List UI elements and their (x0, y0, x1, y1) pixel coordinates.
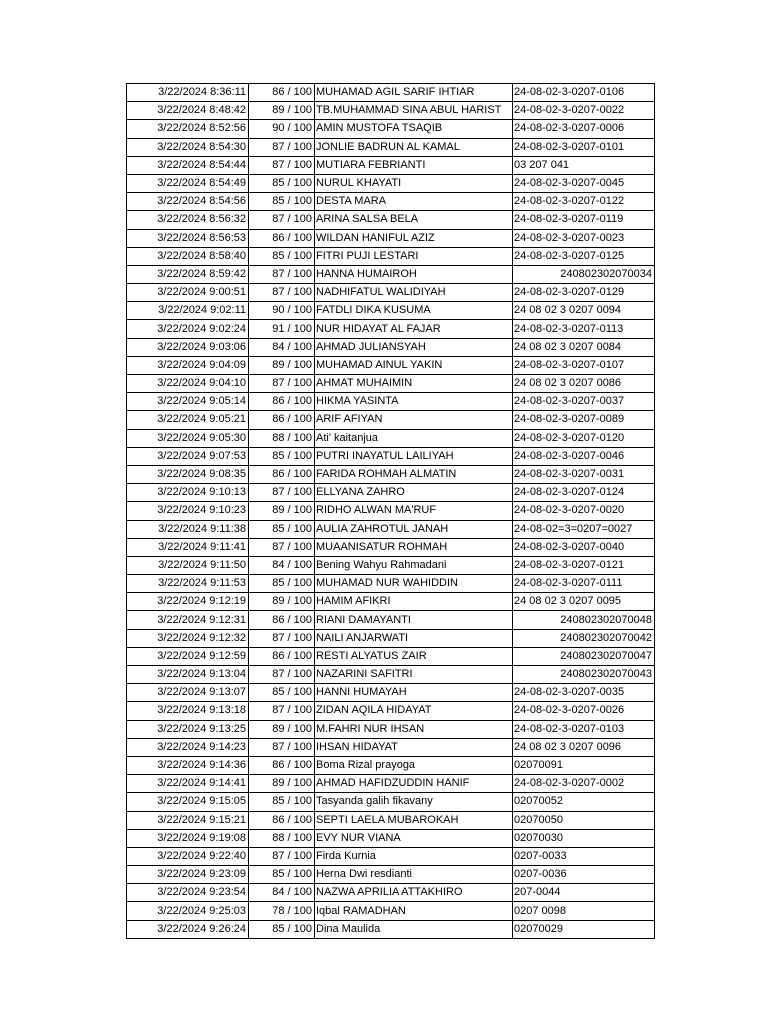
table-row (127, 393, 655, 411)
timestamp-cell: 3/22/2024 9:13:18 (127, 702, 249, 720)
name-cell: RIDHO ALWAN MA'RUF (315, 502, 513, 520)
table-row (127, 320, 655, 338)
name-cell: Ati' kaitanjua (315, 429, 513, 447)
timestamp-cell: 3/22/2024 8:56:32 (127, 211, 249, 229)
name-cell: HIKMA YASINTA (315, 393, 513, 411)
id-cell: 24-08-02-3-0207-0125 (513, 247, 655, 265)
table-row (127, 775, 655, 793)
id-cell: 24-08-02-3-0207-0129 (513, 284, 655, 302)
id-cell: 0207 0098 (513, 902, 655, 920)
score-cell: 85 / 100 (249, 247, 315, 265)
table-row (127, 338, 655, 356)
timestamp-cell: 3/22/2024 9:13:04 (127, 666, 249, 684)
score-cell: 89 / 100 (249, 720, 315, 738)
table-row (127, 811, 655, 829)
name-cell: AULIA ZAHROTUL JANAH (315, 520, 513, 538)
score-cell: 86 / 100 (249, 411, 315, 429)
name-cell: RIANI DAMAYANTI (315, 611, 513, 629)
table-row (127, 902, 655, 920)
id-cell: 240802302070034 (513, 265, 655, 283)
name-cell: JONLIE BADRUN AL KAMAL (315, 138, 513, 156)
name-cell: SEPTI LAELA MUBAROKAH (315, 811, 513, 829)
table-row (127, 647, 655, 665)
table-row (127, 429, 655, 447)
timestamp-cell: 3/22/2024 8:56:53 (127, 229, 249, 247)
name-cell: NADHIFATUL WALIDIYAH (315, 284, 513, 302)
timestamp-cell: 3/22/2024 9:08:35 (127, 465, 249, 483)
score-cell: 85 / 100 (249, 866, 315, 884)
table-row (127, 375, 655, 393)
id-cell: 24-08-02-3-0207-0035 (513, 684, 655, 702)
name-cell: Boma Rizal prayoga (315, 756, 513, 774)
score-cell: 87 / 100 (249, 484, 315, 502)
timestamp-cell: 3/22/2024 9:05:14 (127, 393, 249, 411)
score-cell: 86 / 100 (249, 611, 315, 629)
table-row (127, 920, 655, 938)
timestamp-cell: 3/22/2024 9:25:03 (127, 902, 249, 920)
timestamp-cell: 3/22/2024 9:11:41 (127, 538, 249, 556)
id-cell: 24-08-02-3-0207-0113 (513, 320, 655, 338)
id-cell: 24-08-02-3-0207-0103 (513, 720, 655, 738)
timestamp-cell: 3/22/2024 9:23:54 (127, 884, 249, 902)
table-row (127, 193, 655, 211)
score-cell: 85 / 100 (249, 520, 315, 538)
score-cell: 85 / 100 (249, 447, 315, 465)
score-cell: 86 / 100 (249, 229, 315, 247)
table-row (127, 174, 655, 192)
table-row (127, 156, 655, 174)
score-cell: 87 / 100 (249, 629, 315, 647)
score-cell: 86 / 100 (249, 647, 315, 665)
timestamp-cell: 3/22/2024 9:14:23 (127, 738, 249, 756)
score-cell: 87 / 100 (249, 847, 315, 865)
table-row (127, 465, 655, 483)
results-table-body (127, 84, 655, 939)
table-row (127, 84, 655, 102)
id-cell: 207-0044 (513, 884, 655, 902)
id-cell: 240802302070043 (513, 666, 655, 684)
score-cell: 87 / 100 (249, 666, 315, 684)
score-cell: 85 / 100 (249, 920, 315, 938)
timestamp-cell: 3/22/2024 9:23:09 (127, 866, 249, 884)
id-cell: 24-08-02-3-0207-0046 (513, 447, 655, 465)
score-cell: 87 / 100 (249, 138, 315, 156)
id-cell: 02070030 (513, 829, 655, 847)
timestamp-cell: 3/22/2024 9:02:11 (127, 302, 249, 320)
name-cell: Tasyanda galih fikavany (315, 793, 513, 811)
id-cell: 24-08-02-3-0207-0023 (513, 229, 655, 247)
timestamp-cell: 3/22/2024 9:12:32 (127, 629, 249, 647)
timestamp-cell: 3/22/2024 9:05:30 (127, 429, 249, 447)
id-cell: 24-08-02-3-0207-0107 (513, 356, 655, 374)
timestamp-cell: 3/22/2024 8:54:56 (127, 193, 249, 211)
table-row (127, 265, 655, 283)
timestamp-cell: 3/22/2024 9:10:23 (127, 502, 249, 520)
timestamp-cell: 3/22/2024 9:11:53 (127, 575, 249, 593)
timestamp-cell: 3/22/2024 8:54:30 (127, 138, 249, 156)
score-cell: 87 / 100 (249, 738, 315, 756)
timestamp-cell: 3/22/2024 9:12:19 (127, 593, 249, 611)
id-cell: 24-08-02-3-0207-0026 (513, 702, 655, 720)
score-cell: 78 / 100 (249, 902, 315, 920)
timestamp-cell: 3/22/2024 9:07:53 (127, 447, 249, 465)
timestamp-cell: 3/22/2024 9:11:50 (127, 556, 249, 574)
id-cell: 24-08-02-3-0207-0031 (513, 465, 655, 483)
table-row (127, 629, 655, 647)
timestamp-cell: 3/22/2024 9:04:10 (127, 375, 249, 393)
score-cell: 86 / 100 (249, 84, 315, 102)
name-cell: ARIF AFIYAN (315, 411, 513, 429)
timestamp-cell: 3/22/2024 9:26:24 (127, 920, 249, 938)
score-cell: 84 / 100 (249, 556, 315, 574)
table-row (127, 866, 655, 884)
table-row (127, 538, 655, 556)
timestamp-cell: 3/22/2024 9:10:13 (127, 484, 249, 502)
id-cell: 24-08-02-3-0207-0119 (513, 211, 655, 229)
id-cell: 24-08-02-3-0207-0124 (513, 484, 655, 502)
name-cell: FITRI PUJI LESTARI (315, 247, 513, 265)
timestamp-cell: 3/22/2024 9:12:31 (127, 611, 249, 629)
name-cell: M.FAHRI NUR IHSAN (315, 720, 513, 738)
timestamp-cell: 3/22/2024 9:15:21 (127, 811, 249, 829)
name-cell: IHSAN HIDAYAT (315, 738, 513, 756)
score-cell: 90 / 100 (249, 302, 315, 320)
score-cell: 91 / 100 (249, 320, 315, 338)
name-cell: PUTRI INAYATUL LAILIYAH (315, 447, 513, 465)
timestamp-cell: 3/22/2024 9:00:51 (127, 284, 249, 302)
name-cell: MUHAMAD AINUL YAKIN (315, 356, 513, 374)
name-cell: HANNI HUMAYAH (315, 684, 513, 702)
table-row (127, 356, 655, 374)
name-cell: RESTI ALYATUS ZAIR (315, 647, 513, 665)
timestamp-cell: 3/22/2024 8:54:44 (127, 156, 249, 174)
id-cell: 02070052 (513, 793, 655, 811)
table-row (127, 738, 655, 756)
score-cell: 89 / 100 (249, 102, 315, 120)
timestamp-cell: 3/22/2024 9:02:24 (127, 320, 249, 338)
table-row (127, 556, 655, 574)
id-cell: 24-08-02-3-0207-0120 (513, 429, 655, 447)
name-cell: MUAANISATUR ROHMAH (315, 538, 513, 556)
id-cell: 0207-0033 (513, 847, 655, 865)
name-cell: Iqbal RAMADHAN (315, 902, 513, 920)
timestamp-cell: 3/22/2024 9:05:21 (127, 411, 249, 429)
id-cell: 24-08-02-3-0207-0121 (513, 556, 655, 574)
name-cell: NAZWA APRILIA ATTAKHIRO (315, 884, 513, 902)
timestamp-cell: 3/22/2024 9:14:41 (127, 775, 249, 793)
id-cell: 02070029 (513, 920, 655, 938)
id-cell: 02070050 (513, 811, 655, 829)
id-cell: 02070091 (513, 756, 655, 774)
id-cell: 03 207 041 (513, 156, 655, 174)
id-cell: 24 08 02 3 0207 0094 (513, 302, 655, 320)
name-cell: AMIN MUSTOFA TSAQIB (315, 120, 513, 138)
id-cell: 24-08-02-3-0207-0101 (513, 138, 655, 156)
timestamp-cell: 3/22/2024 8:54:49 (127, 174, 249, 192)
results-table (126, 83, 655, 939)
table-row (127, 884, 655, 902)
id-cell: 24-08-02-3-0207-0089 (513, 411, 655, 429)
score-cell: 90 / 100 (249, 120, 315, 138)
score-cell: 88 / 100 (249, 829, 315, 847)
name-cell: NUR HIDAYAT AL FAJAR (315, 320, 513, 338)
score-cell: 85 / 100 (249, 684, 315, 702)
name-cell: TB.MUHAMMAD SINA ABUL HARIST (315, 102, 513, 120)
score-cell: 89 / 100 (249, 593, 315, 611)
id-cell: 24-08-02-3-0207-0022 (513, 102, 655, 120)
score-cell: 87 / 100 (249, 265, 315, 283)
table-row (127, 611, 655, 629)
name-cell: AHMAT MUHAIMIN (315, 375, 513, 393)
id-cell: 24-08-02-3-0207-0122 (513, 193, 655, 211)
score-cell: 86 / 100 (249, 465, 315, 483)
name-cell: HANNA HUMAIROH (315, 265, 513, 283)
table-row (127, 502, 655, 520)
id-cell: 24-08-02-3-0207-0006 (513, 120, 655, 138)
score-cell: 87 / 100 (249, 538, 315, 556)
id-cell: 240802302070048 (513, 611, 655, 629)
score-cell: 84 / 100 (249, 884, 315, 902)
table-row (127, 720, 655, 738)
score-cell: 87 / 100 (249, 702, 315, 720)
table-row (127, 756, 655, 774)
timestamp-cell: 3/22/2024 9:04:09 (127, 356, 249, 374)
table-row (127, 229, 655, 247)
id-cell: 24-08-02-3-0207-0111 (513, 575, 655, 593)
name-cell: NAILI ANJARWATI (315, 629, 513, 647)
timestamp-cell: 3/22/2024 9:19:08 (127, 829, 249, 847)
table-row (127, 211, 655, 229)
name-cell: FARIDA ROHMAH ALMATIN (315, 465, 513, 483)
name-cell: FATDLI DIKA KUSUMA (315, 302, 513, 320)
table-row (127, 284, 655, 302)
score-cell: 88 / 100 (249, 429, 315, 447)
score-cell: 85 / 100 (249, 193, 315, 211)
table-row (127, 302, 655, 320)
timestamp-cell: 3/22/2024 8:48:42 (127, 102, 249, 120)
id-cell: 24-08-02-3-0207-0020 (513, 502, 655, 520)
table-row (127, 120, 655, 138)
timestamp-cell: 3/22/2024 8:52:56 (127, 120, 249, 138)
name-cell: HAMIM AFIKRI (315, 593, 513, 611)
score-cell: 87 / 100 (249, 211, 315, 229)
id-cell: 24-08-02-3-0207-0037 (513, 393, 655, 411)
timestamp-cell: 3/22/2024 9:15:05 (127, 793, 249, 811)
name-cell: MUHAMAD AGIL SARIF IHTIAR (315, 84, 513, 102)
score-cell: 87 / 100 (249, 156, 315, 174)
table-row (127, 247, 655, 265)
name-cell: MUTIARA FEBRIANTI (315, 156, 513, 174)
name-cell: ARINA SALSA BELA (315, 211, 513, 229)
score-cell: 86 / 100 (249, 393, 315, 411)
score-cell: 86 / 100 (249, 756, 315, 774)
timestamp-cell: 3/22/2024 9:14:36 (127, 756, 249, 774)
timestamp-cell: 3/22/2024 9:13:25 (127, 720, 249, 738)
score-cell: 86 / 100 (249, 811, 315, 829)
table-row (127, 520, 655, 538)
table-row (127, 484, 655, 502)
timestamp-cell: 3/22/2024 9:22:40 (127, 847, 249, 865)
timestamp-cell: 3/22/2024 9:12:59 (127, 647, 249, 665)
score-cell: 85 / 100 (249, 174, 315, 192)
name-cell: DESTA MARA (315, 193, 513, 211)
name-cell: EVY NUR VIANA (315, 829, 513, 847)
timestamp-cell: 3/22/2024 9:11:38 (127, 520, 249, 538)
table-row (127, 102, 655, 120)
name-cell: Firda Kurnia (315, 847, 513, 865)
timestamp-cell: 3/22/2024 9:03:06 (127, 338, 249, 356)
id-cell: 24-08-02-3-0207-0045 (513, 174, 655, 192)
score-cell: 85 / 100 (249, 575, 315, 593)
name-cell: AHMAD JULIANSYAH (315, 338, 513, 356)
score-cell: 89 / 100 (249, 775, 315, 793)
table-row (127, 447, 655, 465)
name-cell: Herna Dwi resdianti (315, 866, 513, 884)
score-cell: 85 / 100 (249, 793, 315, 811)
score-cell: 89 / 100 (249, 502, 315, 520)
score-cell: 87 / 100 (249, 375, 315, 393)
id-cell: 0207-0036 (513, 866, 655, 884)
timestamp-cell: 3/22/2024 8:36:11 (127, 84, 249, 102)
table-row (127, 847, 655, 865)
name-cell: ELLYANA ZAHRO (315, 484, 513, 502)
name-cell: ZIDAN AQILA HIDAYAT (315, 702, 513, 720)
table-row (127, 702, 655, 720)
id-cell: 24-08-02-3-0207-0002 (513, 775, 655, 793)
table-row (127, 411, 655, 429)
timestamp-cell: 3/22/2024 9:13:07 (127, 684, 249, 702)
id-cell: 24-08-02=3=0207=0027 (513, 520, 655, 538)
id-cell: 24 08 02 3 0207 0095 (513, 593, 655, 611)
table-row (127, 593, 655, 611)
id-cell: 240802302070047 (513, 647, 655, 665)
id-cell: 24-08-02-3-0207-0106 (513, 84, 655, 102)
name-cell: Bening Wahyu Rahmadani (315, 556, 513, 574)
timestamp-cell: 3/22/2024 8:58:40 (127, 247, 249, 265)
name-cell: AHMAD HAFIDZUDDIN HANIF (315, 775, 513, 793)
id-cell: 24 08 02 3 0207 0096 (513, 738, 655, 756)
score-cell: 84 / 100 (249, 338, 315, 356)
table-row (127, 793, 655, 811)
id-cell: 24 08 02 3 0207 0086 (513, 375, 655, 393)
table-row (127, 684, 655, 702)
name-cell: NAZARINI SAFITRI (315, 666, 513, 684)
table-row (127, 575, 655, 593)
score-cell: 89 / 100 (249, 356, 315, 374)
name-cell: NURUL KHAYATI (315, 174, 513, 192)
name-cell: MUHAMAD NUR WAHIDDIN (315, 575, 513, 593)
table-row (127, 829, 655, 847)
score-cell: 87 / 100 (249, 284, 315, 302)
name-cell: WILDAN HANIFUL AZIZ (315, 229, 513, 247)
name-cell: Dina Maulida (315, 920, 513, 938)
table-row (127, 666, 655, 684)
id-cell: 24 08 02 3 0207 0084 (513, 338, 655, 356)
id-cell: 24-08-02-3-0207-0040 (513, 538, 655, 556)
id-cell: 240802302070042 (513, 629, 655, 647)
timestamp-cell: 3/22/2024 8:59:42 (127, 265, 249, 283)
table-row (127, 138, 655, 156)
